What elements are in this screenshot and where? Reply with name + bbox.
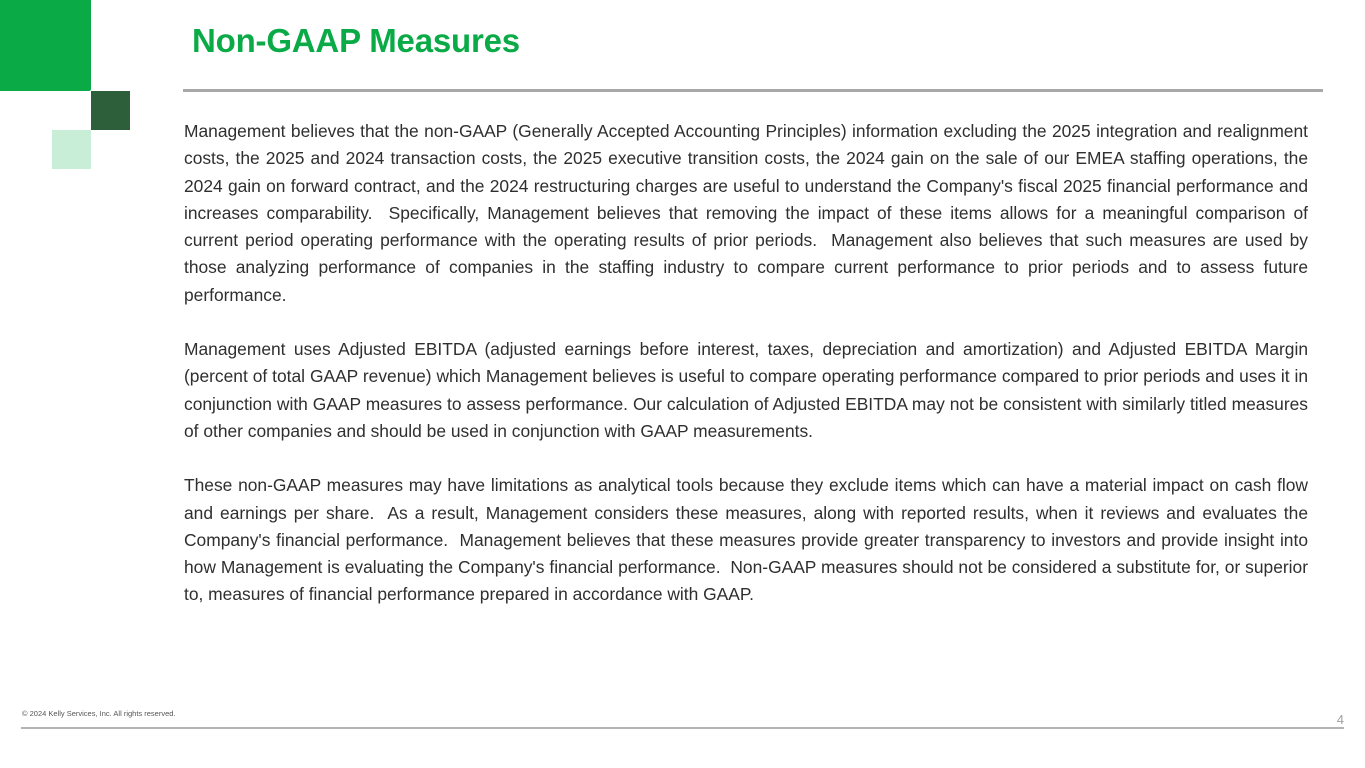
page-title: Non-GAAP Measures: [192, 22, 520, 59]
body-content: [184, 118, 1313, 636]
paragraph-adjusted-ebitda: Management uses Adjusted EBITDA (adjusted earnings before interest, taxes, depreciation and amortization) and Adjusted EBITDA Margin (percent of total GAAP revenue) which Management believes is useful to compare operating performance compared to prior periods and uses it in conjunction with GAAP measures to assess performance. Our calculation of Adjusted EBITDA may not be consistent with similarly titled measures of other companies and should be used in conjunction with GAAP measurements.: [184, 339, 1313, 441]
copyright-notice: © 2024 Kelly Services, Inc. All rights reserved.: [22, 709, 176, 718]
footer-divider: [21, 727, 1344, 729]
logo-square-dark: [91, 91, 130, 130]
paragraph-non-gaap-rationale: Management believes that the non-GAAP (Generally Accepted Accounting Principles) information excluding the 2025 integration and realignment costs, the 2025 and 2024 transaction costs, the 2025 executive transition costs, the 2024 gain on the sale of our EMEA staffing operations, the 2024 gain on forward contract, and the 2024 restructuring charges are useful to understand the Company's fiscal 2025 financial performance and increases comparability. Specifically, Management believes that removing the impact of these items allows for a meaningful comparison of current period operating performance with the operating results of prior periods. Management also believes that such measures are used by those analyzing performance of companies in the staffing industry to compare current performance to prior periods and to assess future performance.: [184, 121, 1313, 305]
paragraph-limitations: These non-GAAP measures may have limitations as analytical tools because they exclude items which can have a material impact on cash flow and earnings per share. As a result, Management considers these measures, along with reported results, when it reviews and evaluates the Company's financial performance. Management believes that these measures provide greater transparency to investors and provide insight into how Management is evaluating the Company's financial performance. Non-GAAP measures should not be considered a substitute for, or superior to, measures of financial performance prepared in accordance with GAAP.: [184, 475, 1313, 605]
page-number: 4: [1336, 712, 1344, 727]
logo-square-light: [52, 130, 91, 169]
logo-square-large: [0, 0, 91, 91]
title-divider: [183, 89, 1323, 92]
